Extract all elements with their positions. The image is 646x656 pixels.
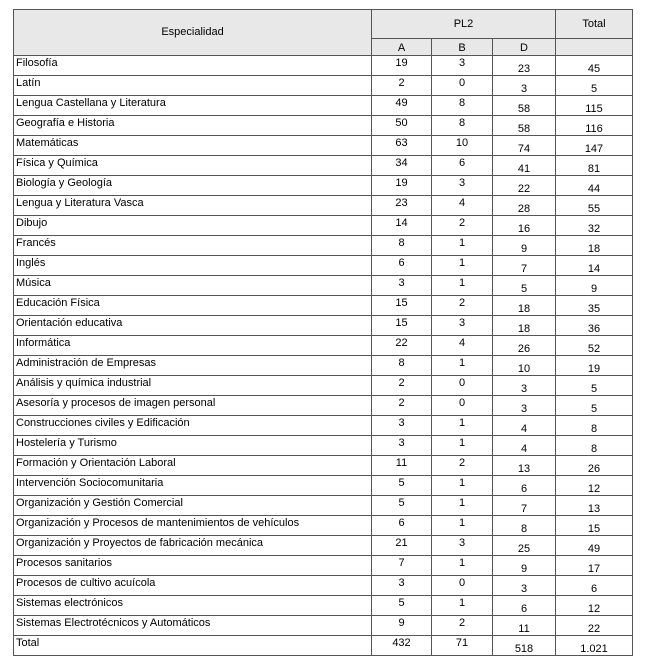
header-pl2: PL2 <box>372 10 556 39</box>
cell-total: 49 <box>556 536 633 556</box>
cell-a: 432 <box>372 636 432 656</box>
cell-total: 36 <box>556 316 633 336</box>
cell-total: 81 <box>556 156 633 176</box>
cell-d: 6 <box>493 596 556 616</box>
cell-total: 5 <box>556 396 633 416</box>
table-row <box>14 196 633 216</box>
cell-especialidad: Orientación educativa <box>14 316 372 336</box>
cell-total: 55 <box>556 196 633 216</box>
cell-especialidad: Hostelería y Turismo <box>14 436 372 456</box>
cell-b: 1 <box>432 356 493 376</box>
header-total: Total <box>556 10 633 39</box>
cell-d: 18 <box>493 316 556 336</box>
table-row <box>14 436 633 456</box>
cell-especialidad: Filosofía <box>14 56 372 76</box>
cell-especialidad: Organización y Procesos de mantenimientos de vehículos <box>14 516 372 536</box>
table-row <box>14 516 633 536</box>
cell-a: 5 <box>372 596 432 616</box>
cell-especialidad: Organización y Gestión Comercial <box>14 496 372 516</box>
cell-a: 3 <box>372 416 432 436</box>
cell-especialidad: Sistemas electrónicos <box>14 596 372 616</box>
cell-total: 15 <box>556 516 633 536</box>
cell-d: 18 <box>493 296 556 316</box>
table-row <box>14 416 633 436</box>
cell-b: 71 <box>432 636 493 656</box>
cell-d: 41 <box>493 156 556 176</box>
cell-total: 12 <box>556 596 633 616</box>
table-row <box>14 336 633 356</box>
cell-especialidad: Lengua y Literatura Vasca <box>14 196 372 216</box>
cell-a: 50 <box>372 116 432 136</box>
cell-total: 116 <box>556 116 633 136</box>
cell-a: 14 <box>372 216 432 236</box>
cell-especialidad: Matemáticas <box>14 136 372 156</box>
cell-b: 1 <box>432 256 493 276</box>
cell-especialidad: Sistemas Electrotécnicos y Automáticos <box>14 616 372 636</box>
cell-a: 3 <box>372 576 432 596</box>
cell-b: 1 <box>432 276 493 296</box>
cell-total: 1.021 <box>556 636 633 656</box>
cell-especialidad: Francés <box>14 236 372 256</box>
cell-d: 4 <box>493 436 556 456</box>
cell-d: 6 <box>493 476 556 496</box>
cell-a: 2 <box>372 396 432 416</box>
cell-b: 10 <box>432 136 493 156</box>
cell-d: 7 <box>493 256 556 276</box>
table-row <box>14 56 633 76</box>
cell-a: 11 <box>372 456 432 476</box>
cell-especialidad: Física y Química <box>14 156 372 176</box>
cell-especialidad: Procesos de cultivo acuícola <box>14 576 372 596</box>
cell-total: 32 <box>556 216 633 236</box>
cell-b: 6 <box>432 156 493 176</box>
cell-b: 2 <box>432 616 493 636</box>
cell-a: 6 <box>372 256 432 276</box>
cell-a: 21 <box>372 536 432 556</box>
cell-d: 3 <box>493 576 556 596</box>
table-row <box>14 216 633 236</box>
cell-total: 52 <box>556 336 633 356</box>
cell-total: 13 <box>556 496 633 516</box>
cell-d: 23 <box>493 56 556 76</box>
table-row <box>14 156 633 176</box>
cell-d: 9 <box>493 236 556 256</box>
cell-a: 22 <box>372 336 432 356</box>
cell-total: 45 <box>556 56 633 76</box>
cell-d: 7 <box>493 496 556 516</box>
table-row <box>14 536 633 556</box>
header-b: B <box>432 39 493 56</box>
cell-total: 115 <box>556 96 633 116</box>
cell-a: 2 <box>372 76 432 96</box>
cell-total: 44 <box>556 176 633 196</box>
table-row <box>14 456 633 476</box>
cell-total: 19 <box>556 356 633 376</box>
cell-especialidad: Lengua Castellana y Literatura <box>14 96 372 116</box>
cell-b: 3 <box>432 56 493 76</box>
cell-especialidad: Formación y Orientación Laboral <box>14 456 372 476</box>
cell-especialidad: Total <box>14 636 372 656</box>
cell-a: 15 <box>372 316 432 336</box>
cell-d: 26 <box>493 336 556 356</box>
cell-b: 8 <box>432 116 493 136</box>
cell-total: 26 <box>556 456 633 476</box>
table-body <box>14 56 633 656</box>
cell-d: 9 <box>493 556 556 576</box>
cell-b: 4 <box>432 196 493 216</box>
cell-especialidad: Análisis y química industrial <box>14 376 372 396</box>
especialidad-table <box>13 9 633 656</box>
cell-d: 10 <box>493 356 556 376</box>
cell-b: 2 <box>432 296 493 316</box>
cell-d: 58 <box>493 116 556 136</box>
cell-especialidad: Intervención Sociocomunitaria <box>14 476 372 496</box>
cell-especialidad: Educación Física <box>14 296 372 316</box>
cell-total: 147 <box>556 136 633 156</box>
table-container <box>13 9 633 656</box>
cell-total: 8 <box>556 436 633 456</box>
cell-especialidad: Música <box>14 276 372 296</box>
cell-total: 9 <box>556 276 633 296</box>
table-row <box>14 76 633 96</box>
cell-total: 6 <box>556 576 633 596</box>
cell-especialidad: Administración de Empresas <box>14 356 372 376</box>
cell-d: 11 <box>493 616 556 636</box>
cell-a: 49 <box>372 96 432 116</box>
table-row <box>14 256 633 276</box>
cell-b: 0 <box>432 396 493 416</box>
cell-b: 1 <box>432 556 493 576</box>
header-a: A <box>372 39 432 56</box>
cell-especialidad: Inglés <box>14 256 372 276</box>
cell-a: 23 <box>372 196 432 216</box>
header-d: D <box>493 39 556 56</box>
cell-a: 63 <box>372 136 432 156</box>
table-row <box>14 616 633 636</box>
cell-d: 3 <box>493 376 556 396</box>
cell-total: 5 <box>556 376 633 396</box>
cell-b: 0 <box>432 76 493 96</box>
cell-a: 3 <box>372 276 432 296</box>
table-row <box>14 496 633 516</box>
cell-total: 5 <box>556 76 633 96</box>
table-row <box>14 236 633 256</box>
cell-d: 74 <box>493 136 556 156</box>
cell-total: 35 <box>556 296 633 316</box>
cell-a: 9 <box>372 616 432 636</box>
cell-b: 4 <box>432 336 493 356</box>
cell-d: 3 <box>493 76 556 96</box>
cell-d: 22 <box>493 176 556 196</box>
table-row <box>14 556 633 576</box>
table-row <box>14 596 633 616</box>
cell-d: 58 <box>493 96 556 116</box>
cell-total: 22 <box>556 616 633 636</box>
table-row <box>14 636 633 656</box>
table-row <box>14 176 633 196</box>
cell-a: 8 <box>372 356 432 376</box>
cell-especialidad: Biología y Geología <box>14 176 372 196</box>
cell-a: 19 <box>372 56 432 76</box>
cell-total: 14 <box>556 256 633 276</box>
cell-b: 1 <box>432 476 493 496</box>
cell-a: 3 <box>372 436 432 456</box>
cell-d: 25 <box>493 536 556 556</box>
cell-b: 3 <box>432 316 493 336</box>
cell-especialidad: Organización y Proyectos de fabricación mecánica <box>14 536 372 556</box>
cell-b: 8 <box>432 96 493 116</box>
header-especialidad: Especialidad <box>14 10 372 56</box>
table-row <box>14 316 633 336</box>
header-row <box>14 10 633 39</box>
cell-d: 518 <box>493 636 556 656</box>
table-row <box>14 116 633 136</box>
cell-a: 19 <box>372 176 432 196</box>
table-row <box>14 356 633 376</box>
cell-especialidad: Geografía e Historia <box>14 116 372 136</box>
cell-especialidad: Asesoría y procesos de imagen personal <box>14 396 372 416</box>
cell-b: 1 <box>432 496 493 516</box>
cell-d: 3 <box>493 396 556 416</box>
table-row <box>14 476 633 496</box>
table-row <box>14 136 633 156</box>
cell-especialidad: Construcciones civiles y Edificación <box>14 416 372 436</box>
cell-b: 1 <box>432 416 493 436</box>
table-row <box>14 276 633 296</box>
cell-a: 6 <box>372 516 432 536</box>
cell-d: 8 <box>493 516 556 536</box>
cell-total: 12 <box>556 476 633 496</box>
table-row <box>14 376 633 396</box>
cell-a: 7 <box>372 556 432 576</box>
cell-b: 0 <box>432 576 493 596</box>
cell-d: 13 <box>493 456 556 476</box>
cell-b: 3 <box>432 176 493 196</box>
cell-especialidad: Procesos sanitarios <box>14 556 372 576</box>
cell-b: 1 <box>432 516 493 536</box>
cell-a: 2 <box>372 376 432 396</box>
cell-b: 2 <box>432 456 493 476</box>
cell-a: 5 <box>372 476 432 496</box>
cell-b: 1 <box>432 436 493 456</box>
table-row <box>14 296 633 316</box>
table-row <box>14 96 633 116</box>
cell-d: 4 <box>493 416 556 436</box>
cell-total: 17 <box>556 556 633 576</box>
cell-b: 1 <box>432 236 493 256</box>
cell-especialidad: Informática <box>14 336 372 356</box>
cell-total: 8 <box>556 416 633 436</box>
cell-especialidad: Dibujo <box>14 216 372 236</box>
cell-b: 0 <box>432 376 493 396</box>
cell-a: 5 <box>372 496 432 516</box>
cell-d: 28 <box>493 196 556 216</box>
cell-a: 15 <box>372 296 432 316</box>
cell-a: 8 <box>372 236 432 256</box>
cell-d: 5 <box>493 276 556 296</box>
cell-b: 3 <box>432 536 493 556</box>
cell-d: 16 <box>493 216 556 236</box>
cell-b: 2 <box>432 216 493 236</box>
table-row <box>14 396 633 416</box>
header-total-blank <box>556 39 633 56</box>
cell-a: 34 <box>372 156 432 176</box>
cell-b: 1 <box>432 596 493 616</box>
cell-total: 18 <box>556 236 633 256</box>
cell-especialidad: Latín <box>14 76 372 96</box>
table-row <box>14 576 633 596</box>
